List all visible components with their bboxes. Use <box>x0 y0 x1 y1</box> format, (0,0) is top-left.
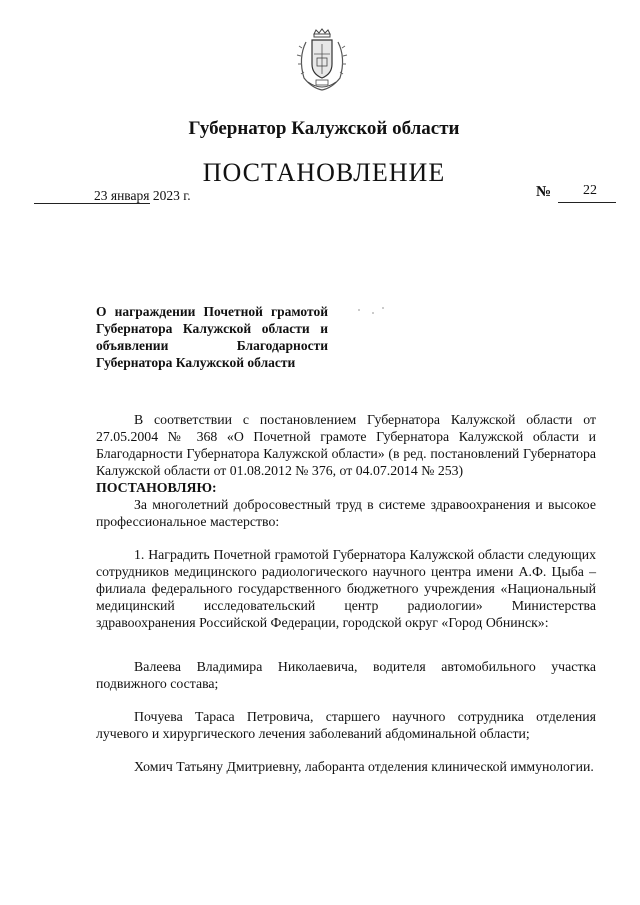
number-label: № <box>536 184 552 200</box>
coat-of-arms-icon <box>296 28 348 92</box>
awardee-2: Почуева Тараса Петровича, старшего научного сотрудника отделения лучевого и хирургического лечения заболеваний абдоминальной области; <box>96 709 596 741</box>
scan-speck <box>358 309 360 311</box>
issuer-title: Губернатор Калужской области <box>188 118 460 139</box>
document-date: 23 января 2023 г. <box>94 188 191 203</box>
reason-paragraph: За многолетний добросовестный труд в системе здравоохранения и высокое профессиональное мастерство: <box>96 497 596 529</box>
decree-word: ПОСТАНОВЛЯЮ: <box>96 480 217 495</box>
awardee-3: Хомич Татьяну Дмитриевну, лаборанта отделения клинической иммунологии. <box>134 759 594 774</box>
scan-speck <box>382 307 384 309</box>
awardee-1: Валеева Владимира Николаевича, водителя автомобильного участка подвижного состава; <box>96 659 596 691</box>
award-item-1: 1. Наградить Почетной грамотой Губернатора Калужской области следующих сотрудников медицинского радиологического научного центра имени А.Ф. Цыба – филиала федерального государственного бюджетного учреждения «Национальный медицинский исследовательский центр радиологии» Министерства здравоохранения Российской Федерации, городской округ «Город Обнинск»: <box>96 547 596 630</box>
document-number: 22 <box>583 183 597 198</box>
document-type: ПОСТАНОВЛЕНИЕ <box>202 158 446 187</box>
scan-speck <box>372 312 374 314</box>
number-underline <box>558 202 616 203</box>
document-subject: О награждении Почетной грамотой Губернатора Калужской области и объявлении Благодарности Губернатора Калужской области <box>96 304 328 370</box>
preamble-paragraph: В соответствии с постановлением Губернатора Калужской области от 27.05.2004 № 368 «О Почетной грамоте Губернатора Калужской области и Благодарности Губернатора Калужской области» (в ред. постановлений Губернатора Калужской области от 01.08.2012 № 376, от 04.07.2014 № 253) <box>96 412 596 478</box>
